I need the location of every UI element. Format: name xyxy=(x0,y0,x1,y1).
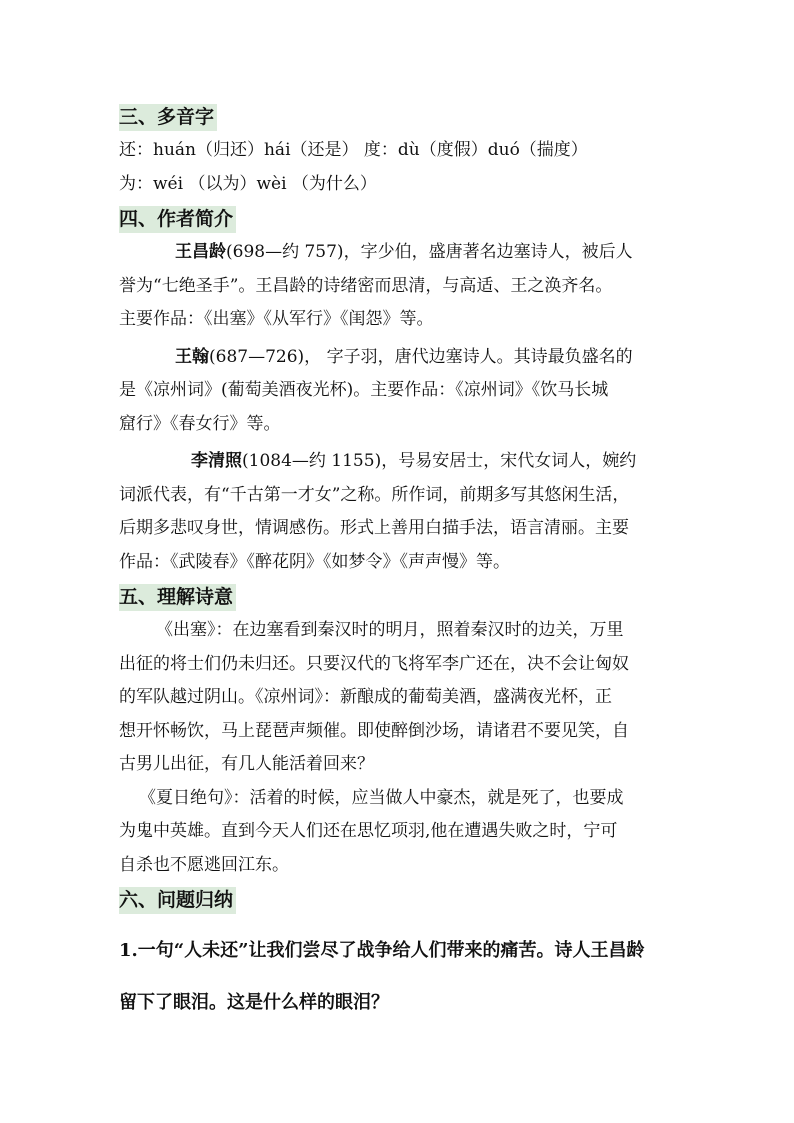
meaning-para1-line-4: 想开怀畅饮，马上琵琶声频催。即使醉倒沙场，请诸君不要见笑，自 xyxy=(119,720,629,741)
meaning-para1-line-1: 《出塞》：在边塞看到秦汉时的明月，照着秦汉时的边关，万里 xyxy=(156,620,624,640)
author-li-qingzhao-line-3: 后期多悲叹身世，情调感伤。形式上善用白描手法，语言清丽。主要 xyxy=(119,518,629,538)
section-heading-questions: 六、问题归纳 xyxy=(119,887,236,914)
section-heading-polyphone: 三、多音字 xyxy=(119,104,217,131)
section-polyphone xyxy=(119,103,689,133)
meaning-para2-line-1: 《夏日绝句》：活着的时候，应当做人中豪杰，就是死了，也要成 xyxy=(139,787,624,808)
author-wang-han-intro: (687—726)， 字子羽，唐代边塞诗人。其诗最负盛名的 xyxy=(209,346,633,367)
author-li-qingzhao-line-4: 作品：《武陵春》《醉花阴》《如梦令》《声声慢》等。 xyxy=(119,551,510,572)
meaning-para1-line-3: 的军队越过阴山。《凉州词》：新酿成的葡萄美酒，盛满夜光杯，正 xyxy=(119,687,612,707)
author-wang-han-line-3: 窟行》《春女行》等。 xyxy=(119,413,281,434)
section-heading-meaning: 五、理解诗意 xyxy=(119,584,236,611)
author-li-qingzhao-intro: (1084—约 1155)，号易安居士，宋代女词人，婉约 xyxy=(242,451,637,471)
meaning-para2-line-2: 为鬼中英雄。直到今天人们还在思忆项羽,他在遭遇失败之时，宁可 xyxy=(119,821,618,841)
author-name-wang-han: 王翰 xyxy=(175,346,209,367)
author-wang-changling-line-2: 誉为“七绝圣手”。王昌龄的诗绪密而思清，与高适、王之涣齐名。 xyxy=(119,275,613,296)
author-wang-changling-line-3: 主要作品：《出塞》《从军行》《闺怨》等。 xyxy=(119,309,434,329)
author-name-wang-changling: 王昌龄 xyxy=(175,242,226,262)
author-wang-changling-intro: (698—约 757)，字少伯，盛唐著名边塞诗人，被后人 xyxy=(226,242,633,262)
section-heading-authors: 四、作者简介 xyxy=(119,206,236,233)
author-wang-changling-line-1 xyxy=(119,236,689,270)
section-authors xyxy=(119,205,689,235)
section-questions xyxy=(119,886,689,916)
author-li-qingzhao-line-1 xyxy=(119,445,689,479)
author-wang-han-line-2: 是《凉州词》(葡萄美酒夜光杯)。主要作品：《凉州词》《饮马长城 xyxy=(119,380,609,400)
meaning-para1-line-2: 出征的将士们仍未归还。只要汉代的飞将军李广还在，决不会让匈奴 xyxy=(119,653,629,674)
author-wang-han-line-1 xyxy=(119,341,689,375)
polyphone-line-2: 为：wéi （以为）wèi （为什么） xyxy=(119,173,377,194)
question-1-line-1: 1.一句“人未还”让我们尝尽了战争给人们带来的痛苦。诗人王昌龄 xyxy=(119,940,645,961)
meaning-para1-line-5: 古男儿出征，有几人能活着回来？ xyxy=(119,754,374,774)
section-meaning xyxy=(119,583,689,613)
page-content xyxy=(119,99,689,1038)
question-1-line-2: 留下了眼泪。这是什么样的眼泪？ xyxy=(119,992,389,1013)
author-name-li-qingzhao: 李清照 xyxy=(191,451,242,471)
author-li-qingzhao-line-2: 词派代表，有“千古第一才女”之称。所作词，前期多写其悠闲生活， xyxy=(119,484,630,505)
polyphone-line-1: 还：huán（归还）hái（还是） 度：dù（度假）duó（揣度） xyxy=(119,140,588,160)
meaning-para2-line-3: 自杀也不愿逃回江东。 xyxy=(119,854,289,875)
